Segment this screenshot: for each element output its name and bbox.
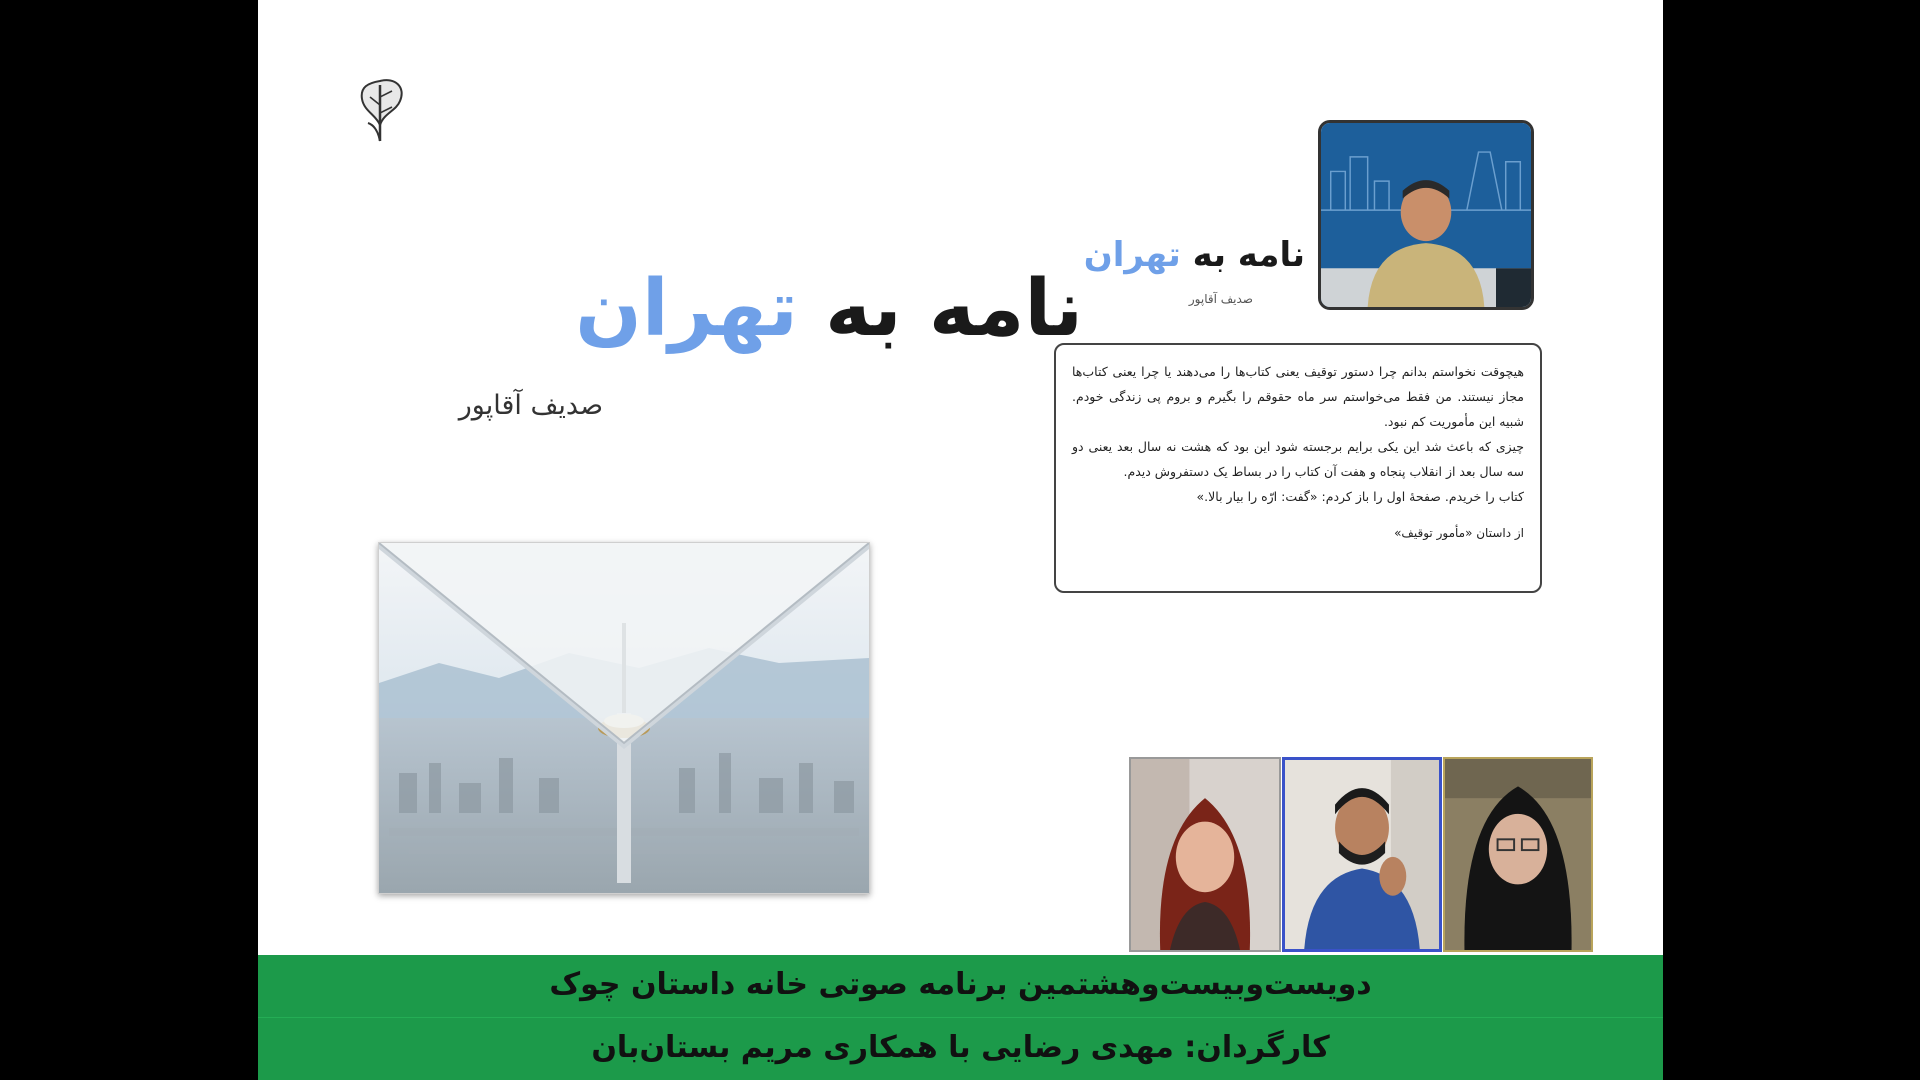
caption-bar: [258, 955, 1663, 1080]
participant-video-tile-active[interactable]: [1282, 757, 1442, 952]
poster-author: صدیف آقاپور: [1188, 292, 1253, 306]
participant-video-tile[interactable]: [1443, 757, 1593, 952]
excerpt-paragraph: چیزی که باعث شد این یکی برایم برجسته شود این بود که هشت‌ نه سال بعد یعنی دو سه سال بعد از انقلاب پنجاه و هفت آن کتاب را در بساط یک دستفروش دیدم.: [1072, 439, 1524, 479]
participant-photo: [1285, 760, 1439, 949]
poster-title-accent: تهران: [1083, 235, 1181, 275]
cover-title: [575, 264, 1083, 354]
participant-photo: [1131, 759, 1279, 950]
presentation-slide: [258, 0, 1663, 1080]
leaf-logo-icon: [350, 75, 410, 147]
excerpt-source: از داستان «مأمور توقیف»: [1394, 526, 1524, 540]
cover-title-prefix: نامه به: [797, 264, 1083, 354]
cover-title-accent: تهران: [575, 264, 798, 354]
participant-photo: [1445, 759, 1591, 950]
poster-title: [1083, 235, 1305, 275]
caption-program-title: دویست‌وبیست‌وهشتمین برنامه صوتی خانه داستان چوک: [549, 967, 1372, 1002]
presenter-photo: [1318, 120, 1534, 310]
cover-author: صدیف آقاپور: [458, 390, 603, 421]
poster-title-prefix: نامه به: [1180, 235, 1305, 275]
participant-video-tile[interactable]: [1129, 757, 1281, 952]
excerpt-box: [1054, 343, 1542, 593]
excerpt-paragraph: هیچوقت نخواستم بدانم چرا دستور توقیف یعنی کتاب‌ها را می‌دهند یا چرا یعنی کتاب‌ها مجاز نیستند. من فقط می‌خواستم سر ماه حقوقم را بگیرم و بروم پی زندگی خودم. شبیه این مأموریت کم نبود.: [1072, 364, 1524, 429]
caption-divider: [258, 1017, 1663, 1018]
excerpt-paragraph: کتاب را خریدم. صفحهٔ اول را باز کردم: «گفت: ارّه را بیار بالا.»: [1196, 489, 1524, 504]
caption-director-credit: کارگردان: مهدی رضایی با همکاری مریم بستان‌بان: [591, 1030, 1330, 1065]
envelope-illustration: [378, 542, 870, 894]
